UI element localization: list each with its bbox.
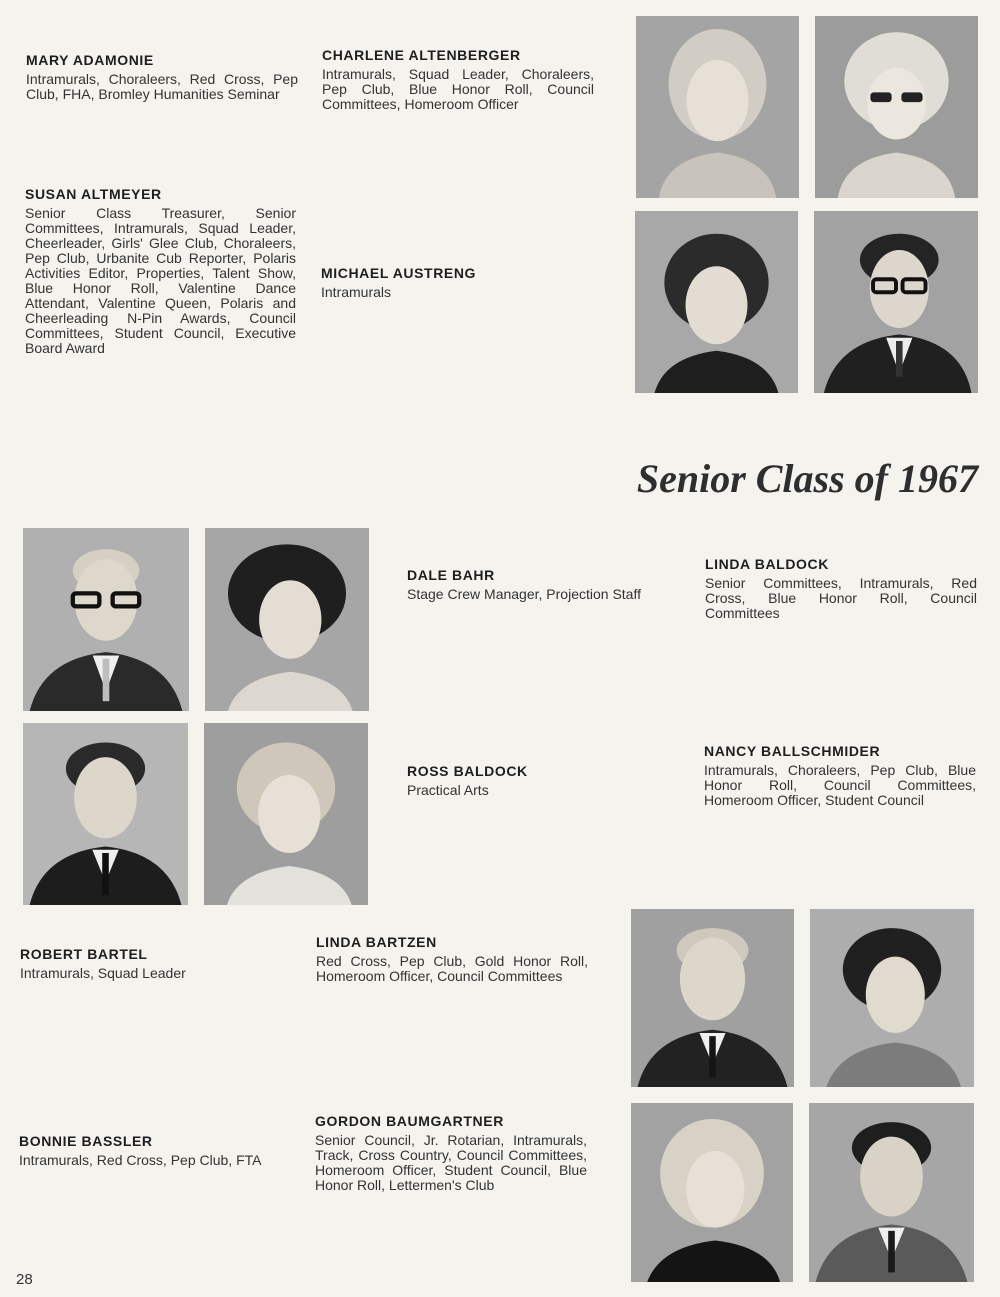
student-activities: Intramurals, Choraleers, Red Cross, Pep Club, FHA, Bromley Humanities Seminar [26,71,298,102]
student-name: SUSAN ALTMEYER [25,186,162,202]
student-name: DALE BAHR [407,567,495,583]
student-activities: Intramurals [321,284,392,300]
page-title: Senior Class of 1967 [636,456,978,501]
student-name: NANCY BALLSCHMIDER [704,743,881,759]
portrait-photo [204,723,368,905]
student-activities: Intramurals, Squad Leader, Choraleers, Pep Club, Blue Honor Roll, Council Committees, Homeroom Officer [322,66,594,112]
student-entry [20,946,292,981]
student-activities: Senior Class Treasurer, Senior Committees, Intramurals, Squad Leader, Cheerleader, Girls' Glee Club, Choraleers, Pep Club, Urbanite Cub Reporter, Polaris Activities Editor, Properties, Talent Show, Blue Honor Roll, Valentine Dance Attendant, Valentine Queen, Polaris and Cheerleading N-Pin Awards, Council Committees, Student Council, Executive Board Award [25,205,296,356]
portrait-photo [23,528,189,711]
student-entry [25,186,296,356]
student-entry [407,567,687,602]
student-name: MARY ADAMONIE [26,52,154,68]
student-activities: Senior Committees, Intramurals, Red Cross, Blue Honor Roll, Council Committees [705,575,977,621]
portrait-photo [809,1103,974,1282]
student-activities: Stage Crew Manager, Projection Staff [407,586,641,602]
student-entry [321,265,593,300]
student-name: LINDA BALDOCK [705,556,829,572]
student-entry [316,934,588,984]
student-entry [705,556,977,621]
portrait-photo [810,909,974,1087]
student-name: CHARLENE ALTENBERGER [322,47,521,63]
student-entry [315,1113,587,1193]
student-activities: Red Cross, Pep Club, Gold Honor Roll, Homeroom Officer, Council Committees [316,953,588,984]
portrait-photo [631,909,794,1087]
student-entry [26,52,298,102]
student-entry [322,47,594,112]
student-name: BONNIE BASSLER [19,1133,153,1149]
portrait-photo [23,723,188,905]
student-entry [19,1133,291,1168]
student-entry [704,743,976,808]
student-name: ROSS BALDOCK [407,763,528,779]
portrait-photo [815,16,978,198]
student-name: MICHAEL AUSTRENG [321,265,477,281]
student-name: GORDON BAUMGARTNER [315,1113,504,1129]
student-activities: Practical Arts [407,782,489,798]
student-entry [407,763,679,798]
student-activities: Intramurals, Choraleers, Pep Club, Blue Honor Roll, Council Committees, Homeroom Officer, Student Council [704,762,976,808]
student-activities: Senior Council, Jr. Rotarian, Intramurals, Track, Cross Country, Council Committees, Homeroom Officer, Student Council, Blue Honor Roll, Lettermen's Club [315,1132,587,1193]
portrait-photo [631,1103,793,1282]
page-number: 28 [16,1271,33,1288]
student-name: ROBERT BARTEL [20,946,148,962]
student-activities: Intramurals, Red Cross, Pep Club, FTA [19,1152,262,1168]
student-name: LINDA BARTZEN [316,934,437,950]
portrait-photo [205,528,369,711]
portrait-photo [636,16,799,198]
portrait-photo [635,211,798,393]
portrait-photo [814,211,978,393]
student-activities: Intramurals, Squad Leader [20,965,186,981]
